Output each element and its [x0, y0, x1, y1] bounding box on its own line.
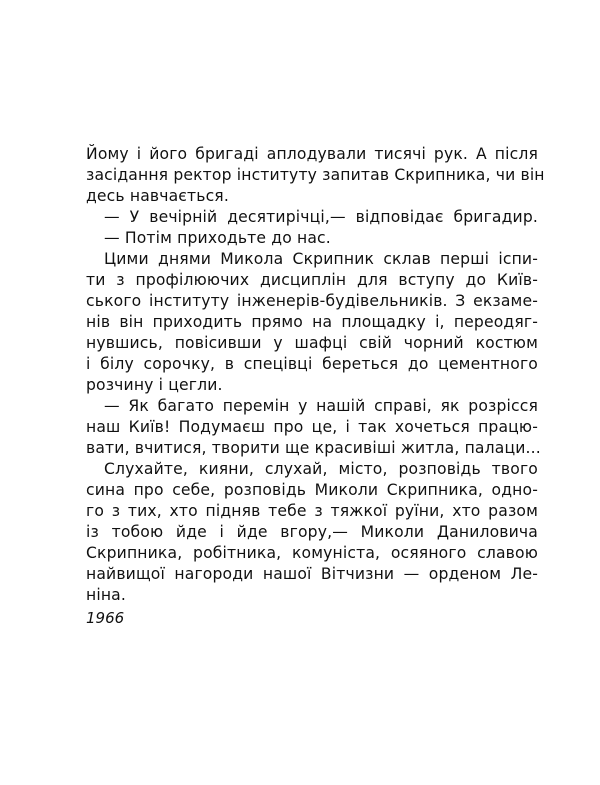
date-year: 1966 — [86, 609, 125, 627]
text-line: і білу сорочку, в спецівці береться до цементного — [86, 355, 538, 373]
text-line: — Потім приходьте до нас. — [104, 229, 331, 247]
text-line: го з тих, хто підняв тебе з тяжкої руїни, хто разом — [86, 502, 538, 520]
text-line: засідання ректор інституту запитав Скрипника, чи він — [86, 166, 545, 184]
text-line: вати, вчитися, творити ще красивіші житла, палаци... — [86, 439, 541, 457]
text-line: ти з профілюючих дисциплін для вступу до Київ- — [86, 271, 538, 289]
paragraph — [86, 144, 545, 207]
text-line: ського інституту інженерів-будівельників. З екзаме- — [86, 292, 538, 310]
text-line: найвищої нагороди нашої Вітчизни — орденом Ле- — [86, 565, 538, 583]
dialogue-paragraph — [86, 228, 538, 249]
text-line: Йому і його бригаді аплодували тисячі рук. А після — [86, 145, 538, 163]
dialogue-paragraph — [86, 207, 538, 228]
text-line: нувшись, повісивши у шафці свій чорний костюм — [86, 334, 538, 352]
text-line: Слухайте, кияни, слухай, місто, розповідь твого — [104, 460, 538, 478]
text-line: — Як багато перемін у нашій справі, як розрісся — [104, 397, 538, 415]
text-line: ніна. — [86, 586, 126, 604]
text-line: розчину і цегли. — [86, 376, 223, 394]
paragraph — [86, 249, 538, 396]
text-line: Цими днями Микола Скрипник склав перші іспи- — [104, 250, 538, 268]
page-body-text — [86, 144, 545, 606]
text-line: десь навчається. — [86, 187, 229, 205]
dialogue-paragraph — [86, 396, 541, 459]
text-line: — У вечірній десятирічці,— відповідає бригадир. — [104, 208, 538, 226]
text-line: Скрипника, робітника, комуніста, осяяного славою — [86, 544, 538, 562]
text-line: із тобою йде і йде вгору,— Миколи Даниловича — [86, 523, 538, 541]
text-line: сина про себе, розповідь Миколи Скрипника, одно- — [86, 481, 538, 499]
text-line: нів він приходить прямо на площадку і, переодяг- — [86, 313, 538, 331]
text-line: наш Київ! Подумаєш про це, і так хочеться працю- — [86, 418, 538, 436]
paragraph — [86, 459, 538, 606]
